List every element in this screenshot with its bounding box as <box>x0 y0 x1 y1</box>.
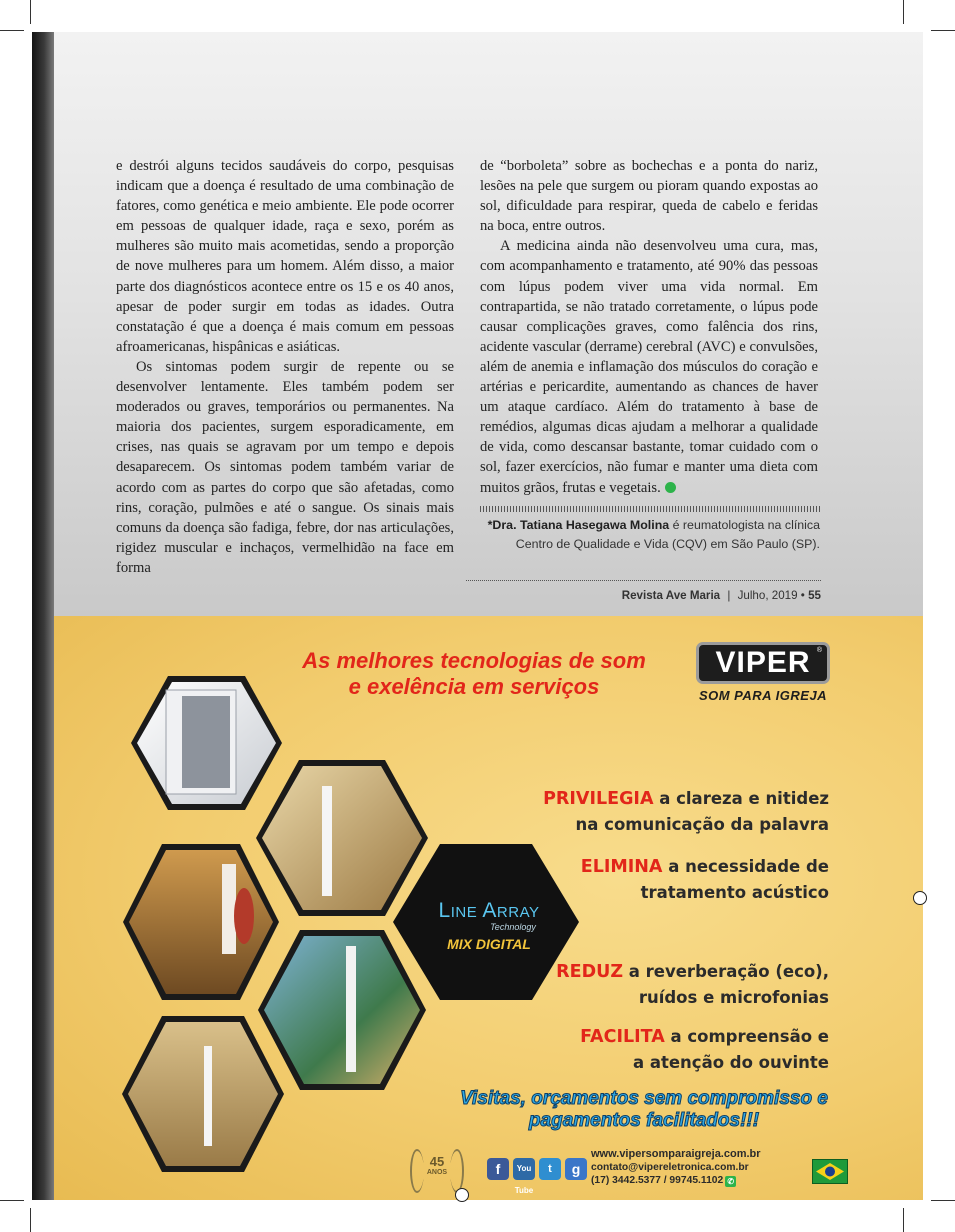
ad-headline <box>254 648 694 700</box>
registration-mark-icon <box>913 891 927 905</box>
line-array-subtitle: Technology <box>490 922 536 932</box>
phone: (17) 3442.5377 / 99745.1102 <box>591 1175 724 1186</box>
laurel-left-icon <box>410 1149 424 1193</box>
years-number: 45 <box>429 1154 445 1169</box>
article-paragraph-text: A medicina ainda não desenvolveu uma cura, mas, com acompanhamento e tratamento, até 90% das pessoas com lúpus podem viver uma vida normal. Em contrapartida, se não tratado corretamente, o lúpus pode causar complicações graves, como falência dos rins, acidente vascular (derrame) cerebral (AVC) e convulsões, além de anemia e inflamação dos músculos do coração e artérias e pericardite, aumentando as chances de haver um ataque cardíaco. Além do tratamento à base de remédios, algumas dicas ajudam a melhorar a qualidade de vida, como descansar bastante, tomar cuidado com o sol, fazer exercícios, não fumar e manter uma dieta com muitos grãos, frutas e vegetais. <box>480 238 818 496</box>
benefit-line-1: a necessidade de <box>662 857 829 876</box>
slatted-wall-photo-hexagon <box>122 1016 284 1172</box>
viper-advertisement <box>54 616 923 1200</box>
whatsapp-icon: ✆ <box>725 1176 736 1187</box>
crop-mark <box>931 1200 955 1201</box>
benefit-elimina <box>581 854 829 905</box>
benefit-line-2: na comunicação da palavra <box>575 815 829 834</box>
page-spine <box>32 32 54 1200</box>
angel-photo-hexagon <box>258 930 426 1090</box>
contact-info <box>591 1148 801 1187</box>
end-of-article-dot-icon <box>665 482 676 493</box>
author-bio-2: Centro de Qualidade e Vida (CQV) em São Paulo (SP). <box>515 537 820 551</box>
article-paragraph: de “borboleta” sobre as bochechas e a ponta do nariz, lesões na pele que surgem ou pioram quando expostas ao sol, dificuldade para respirar, queda de cabelo e feridas na boca, entre outros. <box>480 158 818 235</box>
benefit-reduz <box>556 959 829 1010</box>
article-paragraph: e destrói alguns tecidos saudáveis do corpo, pesquisas indicam que a doença é resultado de uma combinação de fatores, como genética e meio ambiente. Ele pode ocorrer em pessoas de qualquer idade, raça e sexo, porém as mulheres são muito mais acometidas, sendo a proporção de nove mulheres para um homem. Além disso, a maior parte dos diagnósticos acontece entre os 15 e os 40 anos, apesar de poder surgir em todas as idades. Outra constatação é que a doença é mais comum em pessoas afroamericanas, hispânicas e asiáticas. <box>116 158 454 355</box>
author-line-1 <box>480 516 820 535</box>
line-array-title: Line Array <box>438 899 540 922</box>
benefit-keyword: FACILITA <box>580 1027 665 1047</box>
youtube-icon: You Tube <box>513 1158 535 1180</box>
cta-line-1: Visitas, orçamentos sem compromisso e <box>460 1088 828 1109</box>
line-array-badge <box>404 900 574 952</box>
article-column-left <box>116 156 454 578</box>
benefit-privilegia <box>543 786 829 837</box>
viper-logo-text: VIPER <box>715 646 811 679</box>
article-paragraph <box>480 236 818 497</box>
sacred-heart-photo-hexagon <box>123 844 279 1000</box>
mix-digital-label: MIX DIGITAL <box>447 936 531 952</box>
registered-mark: ® <box>816 647 822 654</box>
ad-call-to-action <box>424 1088 864 1132</box>
ad-headline-line-2: e exelência em serviços <box>348 674 600 699</box>
author-name: *Dra. Tatiana Hasegawa Molina <box>487 518 670 532</box>
footer-bullet: • <box>800 589 805 602</box>
years-label: ANOS <box>426 1169 448 1176</box>
magazine-name: Revista Ave Maria <box>621 589 721 602</box>
benefit-line-2: ruídos e microfonias <box>638 988 829 1007</box>
benefit-line-2: a atenção do ouvinte <box>632 1053 829 1072</box>
article-paragraph: Os sintomas podem surgir de repente ou se desenvolver lentamente. Eles também podem ser moderados ou graves, temporários ou permanentes. Na maioria dos pacientes, surgem esporadicamente, em crises, nas quais se agravam por um tempo e depois desaparecem. Os sintomas podem também variar de acordo com as partes do corpo que são afetadas, como rins, coração, pulmões e até o sangue. Os sinais mais comuns da doença são fadiga, febre, dor nas articulações, rigidez muscular e inchaços, vermelhidão na face em forma <box>116 358 454 576</box>
benefit-line-1: a clareza e nitidez <box>653 789 829 808</box>
benefit-keyword: PRIVILEGIA <box>543 789 654 809</box>
benefit-facilita <box>580 1024 829 1075</box>
church-wall-photo-hexagon <box>256 760 428 916</box>
crop-mark <box>903 1208 904 1232</box>
author-separator <box>480 506 820 512</box>
twitter-icon: t <box>539 1158 561 1180</box>
facebook-icon: f <box>487 1158 509 1180</box>
viper-logo-subtitle: SOM PARA IGREJA <box>698 688 828 703</box>
magazine-page <box>32 32 923 1200</box>
google-plus-icon: g <box>565 1158 587 1180</box>
footer-rule <box>466 580 821 581</box>
article-column-right <box>480 156 818 498</box>
crop-mark <box>0 1200 24 1201</box>
laurel-right-icon <box>450 1149 464 1193</box>
benefit-line-2: tratamento acústico <box>640 883 829 902</box>
page-number: 55 <box>808 589 821 602</box>
benefit-keyword: ELIMINA <box>580 857 663 877</box>
brazil-flag-icon <box>812 1159 848 1184</box>
footer-separator: | <box>727 589 731 602</box>
registration-mark-icon <box>455 1188 469 1202</box>
crop-mark <box>931 30 955 31</box>
issue-date: Julho, 2019 <box>737 589 798 602</box>
page-footer <box>466 589 821 602</box>
cta-line-2: pagamentos facilitados!!! <box>528 1110 760 1131</box>
article-section <box>54 32 923 616</box>
crop-mark <box>30 1208 31 1232</box>
crop-mark <box>903 0 904 24</box>
benefit-line-1: a reverberação (eco), <box>623 962 829 981</box>
45-years-seal <box>410 1149 464 1189</box>
author-note <box>480 516 820 554</box>
ad-headline-line-1: As melhores tecnologias de som <box>302 648 646 673</box>
crop-mark <box>30 0 31 24</box>
website: www.vipersomparaigreja.com.br <box>591 1148 761 1160</box>
benefit-line-1: a compreensão e <box>664 1027 829 1046</box>
author-bio-1: é reumatologista na clínica <box>669 518 820 532</box>
crop-mark <box>0 30 24 31</box>
benefit-keyword: REDUZ <box>556 962 624 982</box>
viper-logo <box>696 642 830 684</box>
email: contato@vipereletronica.com.br <box>591 1162 749 1173</box>
